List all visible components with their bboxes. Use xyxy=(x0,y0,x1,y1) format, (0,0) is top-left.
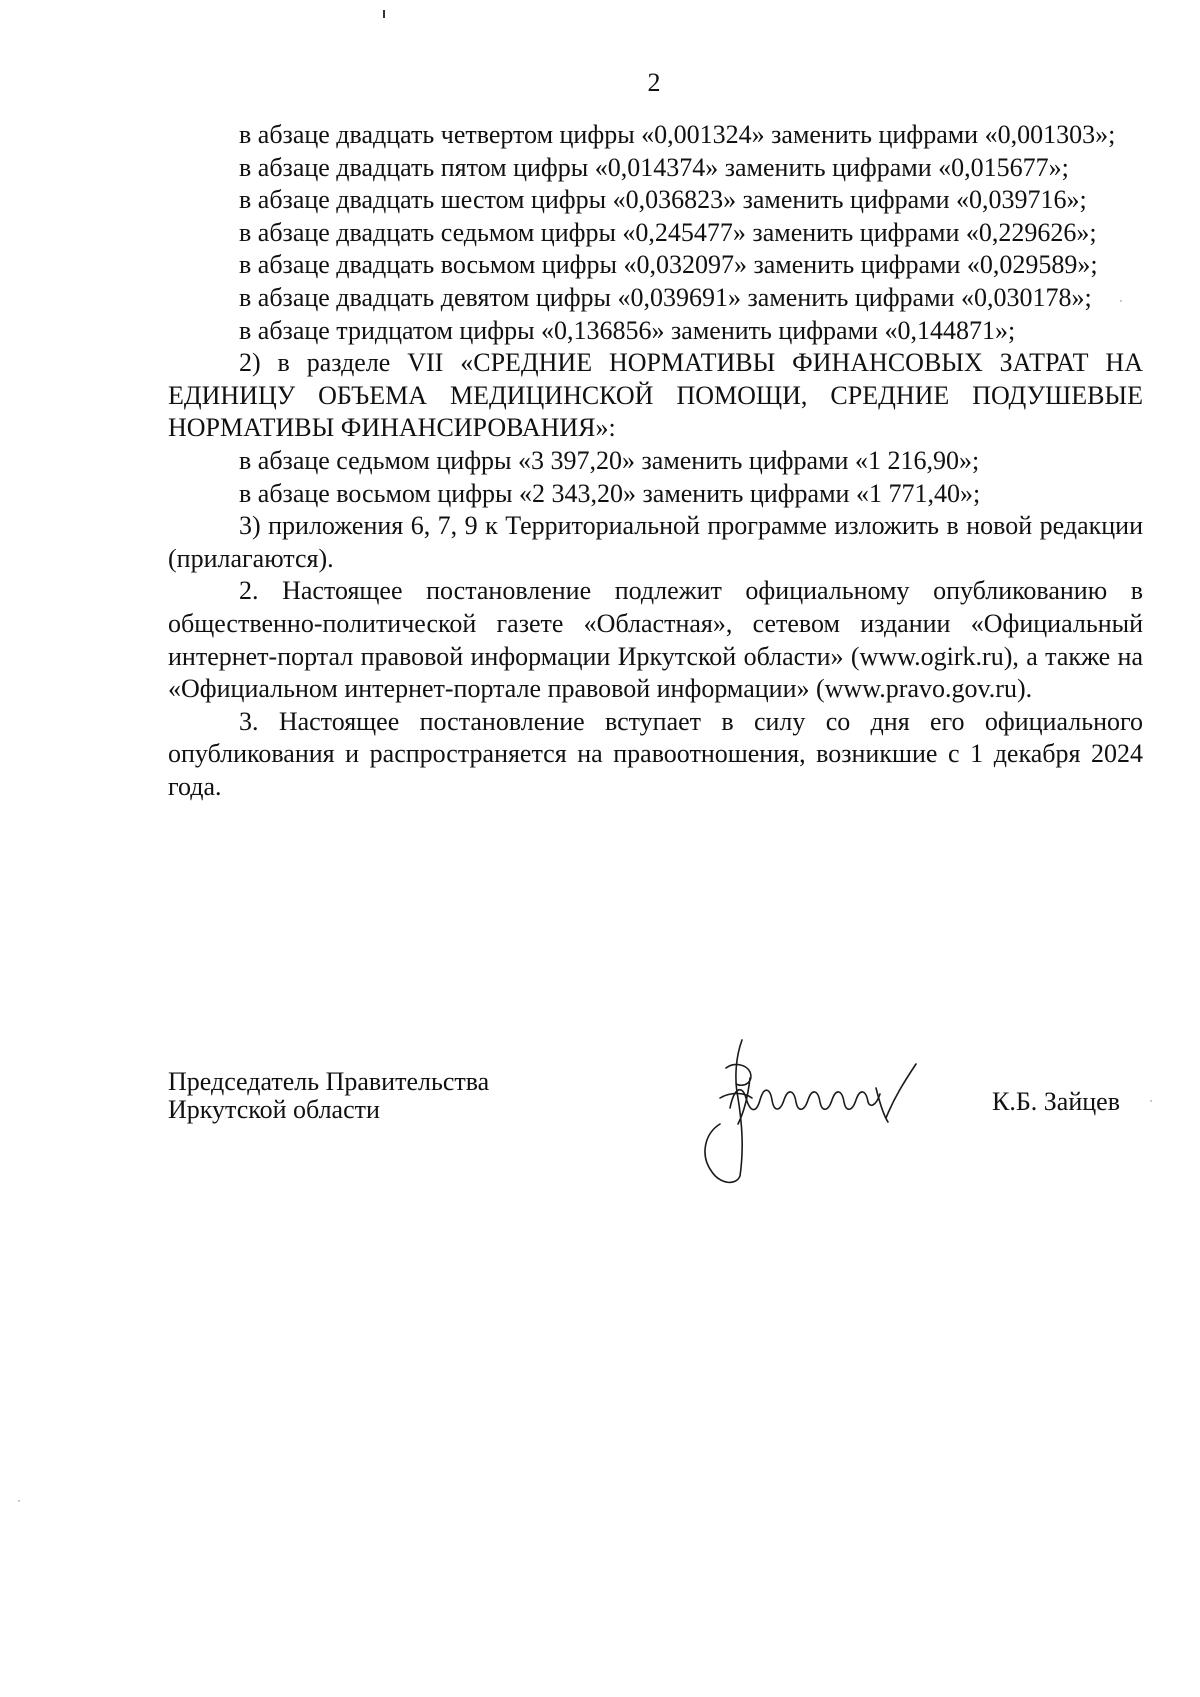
scan-speck xyxy=(1120,300,1122,302)
paragraph-publication: 2. Настоящее постановление подлежит официальному опубликованию в общественно-политической газете «Областная», сетевом издании «Официальный интернет-портал правовой информации Иркутской области» (www.ogirk.ru), а также на «Официальном интернет-портале правовой информации» (www.pravo.gov.ru). xyxy=(168,576,1143,704)
paragraph-abzac-30: в абзаце тридцатом цифры «0,136856» заменить цифрами «0,144871»; xyxy=(239,315,1016,345)
page-number: 2 xyxy=(647,68,661,97)
paragraph-abzac-24: в абзаце двадцать четвертом цифры «0,001324» заменить цифрами «0,001303»; xyxy=(239,120,1116,149)
paragraph-abzac-28: в абзаце двадцать восьмом цифры «0,032097» заменить цифрами «0,029589»; xyxy=(239,250,1098,280)
handwritten-signature xyxy=(690,1038,960,1188)
signatory-position-line1: Председатель Правительства xyxy=(168,1067,490,1096)
paragraph-abzac-27: в абзаце двадцать седьмом цифры «0,245477» заменить цифрами «0,229626»; xyxy=(239,217,1097,247)
signatory-position-line2: Иркутской области xyxy=(168,1095,380,1124)
scan-speck xyxy=(1150,1100,1152,1102)
paragraph-abzac-26: в абзаце двадцать шестом цифры «0,036823» заменить цифрами «0,039716»; xyxy=(239,185,1087,215)
paragraph-effective-date: 3. Настоящее постановление вступает в силу со дня его официального опубликования и распространяется на правоотношения, возникшие с 1 декабря 2024 года. xyxy=(168,706,1143,801)
document-body xyxy=(168,119,1143,803)
signatory-position xyxy=(168,1068,489,1124)
paragraph-abzac-25: в абзаце двадцать пятом цифры «0,014374» заменить цифрами «0,015677»; xyxy=(239,152,1069,182)
signatory-name: К.Б. Зайцев xyxy=(992,1087,1120,1116)
paragraph-section-vii: 2) в разделе VII «СРЕДНИЕ НОРМАТИВЫ ФИНАНСОВЫХ ЗАТРАТ НА ЕДИНИЦУ ОБЪЕМА МЕДИЦИНСКОЙ ПОМОЩИ, СРЕДНИЕ ПОДУШЕВЫЕ НОРМАТИВЫ ФИНАНСИРОВАНИЯ»: xyxy=(168,348,1143,443)
paragraph-abzac-29: в абзаце двадцать девятом цифры «0,039691» заменить цифрами «0,030178»; xyxy=(239,282,1092,312)
scan-speck xyxy=(18,1500,20,1502)
paragraph-abzac-8: в абзаце восьмом цифры «2 343,20» заменить цифрами «1 771,40»; xyxy=(239,478,981,508)
paragraph-appendices: 3) приложения 6, 7, 9 к Территориальной программе изложить в новой редакции (прилагаются). xyxy=(168,511,1143,573)
scan-speck xyxy=(383,10,385,18)
paragraph-abzac-7: в абзаце седьмом цифры «3 397,20» заменить цифрами «1 216,90»; xyxy=(239,445,980,475)
